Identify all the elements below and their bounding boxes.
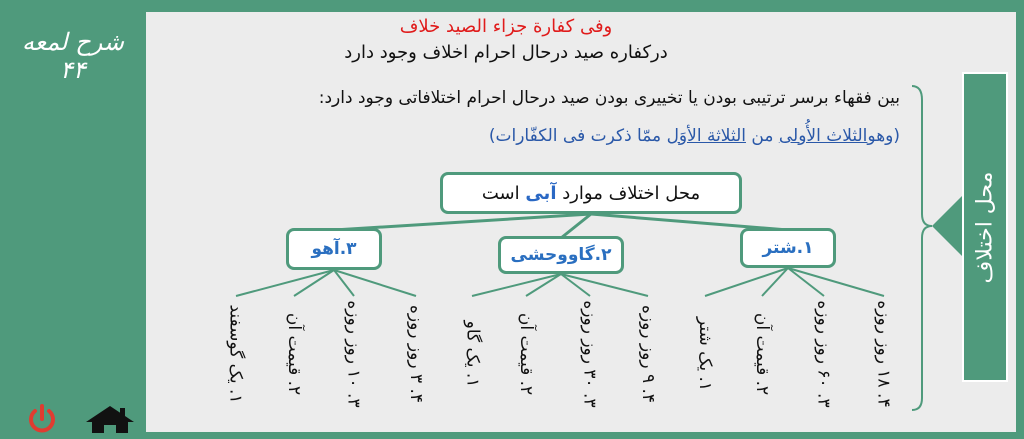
branch-node-camel: ۱.شتر: [740, 228, 836, 268]
leaf-b3-2: [279, 288, 309, 420]
leaf-text: ۲. قیمت آن: [284, 312, 304, 396]
leaf-text: ۴. ۱۸ روز روزه: [874, 300, 895, 408]
leaf-text: ۴. ۳ روز روزه: [406, 304, 427, 404]
quote-part2: الثلاثة الأوَل: [666, 126, 746, 146]
slide-subtitle: درکفاره صید درحال احرام اخلاف وجود دارد: [344, 42, 668, 63]
leaf-text: ۴. ۹ روز روزه: [638, 304, 659, 404]
leaf-text: ۲. قیمت آن: [516, 312, 536, 396]
lecture-label: شرح لمعه ۴۴: [21, 28, 125, 84]
branch-node-deer: ۳.آهو: [286, 228, 382, 270]
leaf-b2-3: [575, 288, 605, 420]
leaf-text: ۳. ۱۰ روز روزه: [344, 300, 365, 408]
quote-prefix: (وهو: [867, 126, 900, 146]
power-icon[interactable]: [20, 404, 64, 434]
leaf-text: ۳. ۳۰ روز روزه: [580, 300, 601, 408]
right-brace: [912, 86, 932, 410]
leaf-b3-1: [221, 288, 251, 420]
leaf-b1-4: [869, 288, 899, 420]
leaf-text: ۱. یک گاو: [462, 320, 482, 388]
sidebar-arrow: [932, 196, 962, 256]
quote-suffix: ممّا ذکرت فی الکفّارات): [488, 126, 667, 146]
quote-mid: من: [745, 126, 779, 146]
leaf-text: ۲. قیمت آن: [752, 312, 772, 396]
root-highlight: آبی: [525, 182, 557, 204]
root-suffix: است: [481, 182, 520, 204]
leaf-b2-4: [633, 288, 663, 420]
leaf-b3-4: [401, 288, 431, 420]
slide-title: وفی کفارة جزاء الصید خلاف: [399, 16, 613, 37]
sidebar-label: محل اختلاف: [972, 171, 998, 283]
leaf-b1-2: [747, 288, 777, 420]
quote-part1: الثلاث الأُولی: [778, 126, 868, 146]
leaf-text: ۱. یک شتر: [695, 316, 715, 392]
root-prefix: محل اختلاف موارد: [562, 182, 701, 204]
home-icon[interactable]: [82, 404, 138, 434]
leaf-text: ۳. ۶۰ روز روزه: [814, 300, 835, 408]
leaf-b2-2: [511, 288, 541, 420]
branch-node-wild-cow: ۲.گاووحشی: [498, 236, 624, 274]
connector-root-2: [561, 214, 591, 238]
root-node: [440, 172, 742, 214]
leaf-b2-1: [457, 288, 487, 420]
intro-text: بین فقهاء برسر ترتیبی بودن یا تخییری بودن صید درحال احرام اختلافاتی وجود دارد:: [318, 88, 900, 108]
leaf-text: ۱. یک گوسفند: [226, 304, 247, 404]
leaf-b1-1: [690, 288, 720, 420]
leaf-b3-3: [339, 288, 369, 420]
leaf-b1-3: [809, 288, 839, 420]
